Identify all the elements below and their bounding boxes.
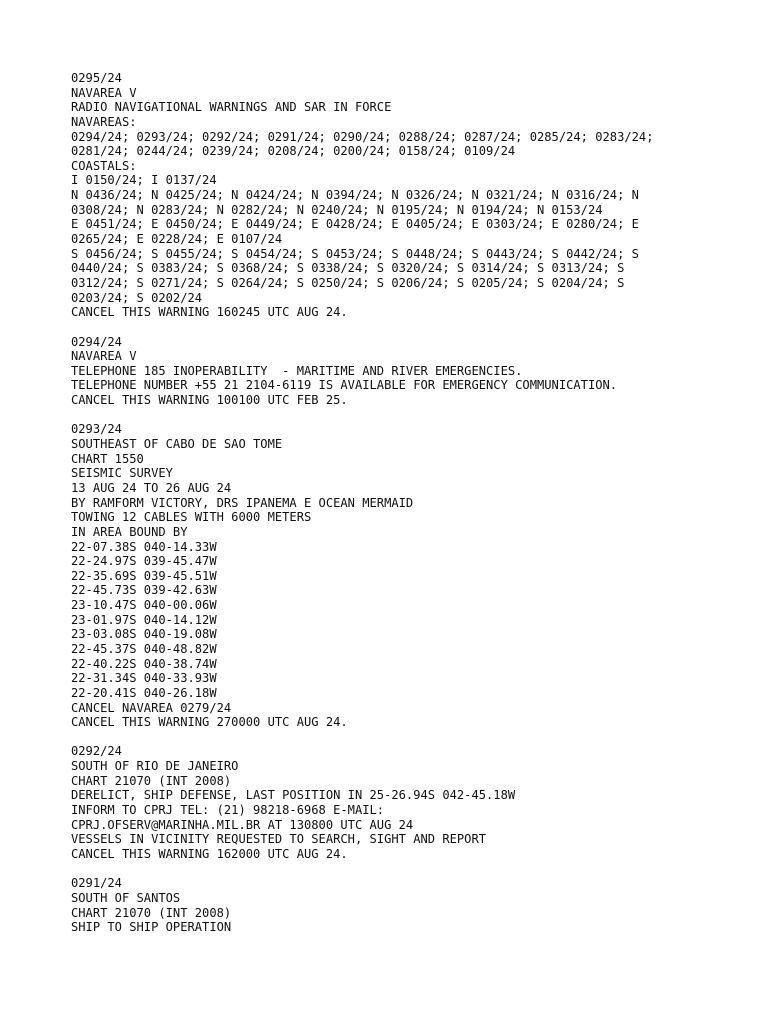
warning-line: TELEPHONE 185 INOPERABILITY - MARITIME AND RIVER EMERGENCIES. (71, 363, 523, 378)
warning-line: CHART 21070 (INT 2008) (71, 773, 232, 788)
warning-line: CANCEL THIS WARNING 100100 UTC FEB 25. (71, 393, 348, 408)
warning-line: SHIP TO SHIP OPERATION (71, 920, 232, 935)
warning-number: 0295/24 (71, 71, 122, 85)
warning-line: 22-07.38S 040-14.33W (71, 539, 217, 554)
warning-line: 0294/24; 0293/24; 0292/24; 0291/24; 0290/24; 0288/24; 0287/24; 0285/24; 0283/24; (71, 129, 654, 144)
warning-line: NAVAREA V (71, 85, 137, 100)
warning-number: 0291/24 (71, 876, 122, 891)
warning-line: SOUTH OF SANTOS (71, 890, 181, 905)
warning-line: 23-03.08S 040-19.08W (71, 627, 217, 642)
warning-line: TOWING 12 CABLES WITH 6000 METERS (71, 510, 312, 525)
warning-line: COASTALS: (71, 158, 137, 173)
warning-line: IN AREA BOUND BY (71, 524, 188, 539)
warning-line: CHART 1550 (71, 451, 144, 466)
warning-line: E 0451/24; E 0450/24; E 0449/24; E 0428/24; E 0405/24; E 0303/24; E 0280/24; E (71, 217, 639, 232)
warning-block (71, 744, 751, 861)
warning-line: 0308/24; N 0283/24; N 0282/24; N 0240/24; N 0195/24; N 0194/24; N 0153/24 (71, 202, 603, 217)
warning-line: NAVAREA V (71, 349, 137, 364)
warning-line: 23-10.47S 040-00.06W (71, 598, 217, 613)
warning-line: TELEPHONE NUMBER +55 21 2104-6119 IS AVAILABLE FOR EMERGENCY COMMUNICATION. (71, 378, 618, 393)
warning-line: VESSELS IN VICINITY REQUESTED TO SEARCH, SIGHT AND REPORT (71, 832, 487, 847)
warning-line: N 0436/24; N 0425/24; N 0424/24; N 0394/24; N 0326/24; N 0321/24; N 0316/24; N (71, 188, 639, 203)
warning-line: SOUTH OF RIO DE JANEIRO (71, 759, 239, 774)
warning-line: 22-45.37S 040-48.82W (71, 641, 217, 656)
warning-block (71, 335, 751, 408)
warning-line: CANCEL THIS WARNING 160245 UTC AUG 24. (71, 305, 348, 320)
warning-line: NAVAREAS: (71, 114, 137, 129)
warning-line: I 0150/24; I 0137/24 (71, 173, 217, 188)
warning-line: 0203/24; S 0202/24 (71, 290, 203, 305)
warning-line: 22-40.22S 040-38.74W (71, 656, 217, 671)
warning-line: DERELICT, SHIP DEFENSE, LAST POSITION IN 25-26.94S 042-45.18W (71, 788, 516, 803)
warning-line: BY RAMFORM VICTORY, DRS IPANEMA E OCEAN MERMAID (71, 495, 414, 510)
warning-line: 23-01.97S 040-14.12W (71, 612, 217, 627)
warning-line: CPRJ.OFSERV@MARINHA.MIL.BR AT 130800 UTC AUG 24 (71, 817, 414, 832)
warning-line: CHART 21070 (INT 2008) (71, 905, 232, 920)
warning-line: SOUTHEAST OF CABO DE SAO TOME (71, 437, 283, 452)
warning-line: 22-35.69S 039-45.51W (71, 568, 217, 583)
warning-line: RADIO NAVIGATIONAL WARNINGS AND SAR IN FORCE (71, 100, 392, 115)
warning-number: 0294/24 (71, 334, 122, 349)
warning-line: 22-31.34S 040-33.93W (71, 671, 217, 686)
warning-line: 22-24.97S 039-45.47W (71, 554, 217, 569)
warning-number: 0293/24 (71, 422, 122, 437)
warning-line: 0312/24; S 0271/24; S 0264/24; S 0250/24; S 0206/24; S 0205/24; S 0204/24; S (71, 275, 625, 290)
warning-block (71, 422, 751, 729)
warning-block (71, 876, 751, 935)
warning-line: CANCEL NAVAREA 0279/24 (71, 700, 232, 715)
warning-line: 13 AUG 24 TO 26 AUG 24 (71, 480, 232, 495)
warning-number: 0292/24 (71, 744, 122, 759)
warning-line: INFORM TO CPRJ TEL: (21) 98218-6968 E-MAIL: (71, 803, 385, 818)
document-page (71, 71, 751, 949)
warning-line: S 0456/24; S 0455/24; S 0454/24; S 0453/24; S 0448/24; S 0443/24; S 0442/24; S (71, 246, 639, 261)
warning-line: CANCEL THIS WARNING 270000 UTC AUG 24. (71, 715, 348, 730)
warning-line: SEISMIC SURVEY (71, 466, 173, 481)
warning-block (71, 71, 751, 320)
warning-line: 0440/24; S 0383/24; S 0368/24; S 0338/24; S 0320/24; S 0314/24; S 0313/24; S (71, 261, 625, 276)
warning-line: 22-45.73S 039-42.63W (71, 583, 217, 598)
warning-line: 0265/24; E 0228/24; E 0107/24 (71, 232, 283, 247)
warning-line: 0281/24; 0244/24; 0239/24; 0208/24; 0200/24; 0158/24; 0109/24 (71, 144, 516, 159)
warning-line: CANCEL THIS WARNING 162000 UTC AUG 24. (71, 846, 348, 861)
warning-line: 22-20.41S 040-26.18W (71, 685, 217, 700)
